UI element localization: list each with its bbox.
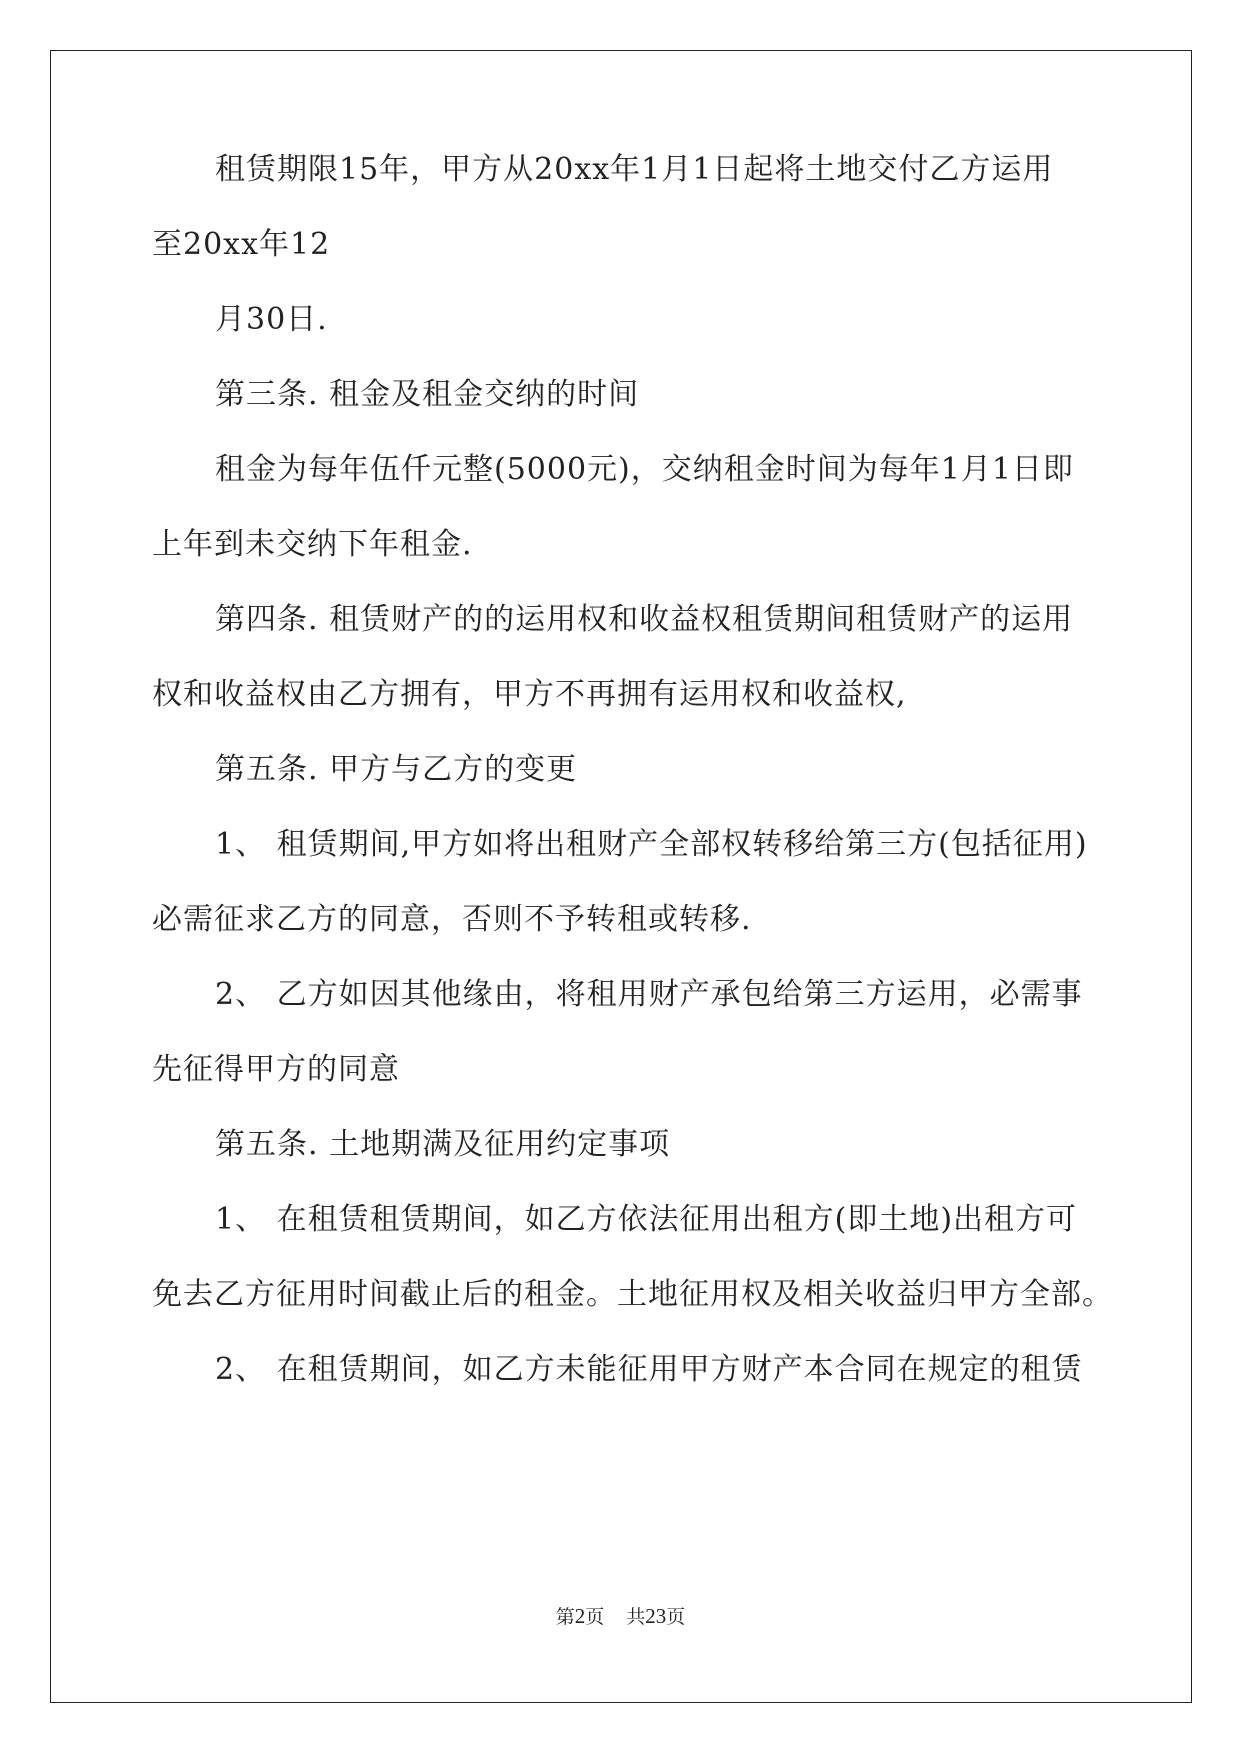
total-prefix: 共	[626, 1607, 646, 1628]
text-line: 免去乙方征用时间截止后的租金。土地征用权及相关收益归甲方全部。	[152, 1277, 1113, 1312]
text-line: 租赁期限15年，甲方从20xx年1月1日起将土地交付乙方运用	[215, 152, 1054, 187]
text-line: 至20xx年12	[152, 227, 331, 262]
section-heading: 第四条. 租赁财产的的运用权和收益权租赁期间租赁财产的运用	[215, 602, 1074, 637]
page-number: 2	[574, 1604, 586, 1628]
list-item: 2、 在租赁期间，如乙方未能征用甲方财产本合同在规定的租赁	[215, 1352, 1083, 1387]
list-item: 2、 乙方如因其他缘由，将租用财产承包给第三方运用，必需事	[215, 977, 1083, 1012]
list-item: 1、 租赁期间,甲方如将出租财产全部权转移给第三方(包括征用)	[215, 827, 1088, 862]
total-pages: 23	[645, 1604, 667, 1628]
text-line: 必需征求乙方的同意，否则不予转租或转移.	[152, 902, 752, 937]
text-line: 先征得甲方的同意	[152, 1052, 400, 1087]
section-heading: 第五条. 甲方与乙方的变更	[215, 752, 578, 787]
text-line: 上年到未交纳下年租金.	[152, 527, 473, 562]
section-heading: 第五条. 土地期满及征用约定事项	[215, 1127, 671, 1162]
total-suffix: 页	[666, 1607, 686, 1628]
page-prefix: 第	[555, 1607, 575, 1628]
text-line: 月30日.	[215, 302, 328, 337]
text-line: 权和收益权由乙方拥有，甲方不再拥有运用权和收益权,	[152, 677, 907, 712]
list-item: 1、 在租赁租赁期间，如乙方依法征用出租方(即土地)出租方可	[215, 1202, 1078, 1237]
page-border	[50, 50, 1192, 1703]
page-suffix: 页	[585, 1607, 605, 1628]
section-heading: 第三条. 租金及租金交纳的时间	[215, 377, 640, 412]
text-line: 租金为每年伍仟元整(5000元)，交纳租金时间为每年1月1日即	[215, 452, 1074, 487]
page-footer	[0, 1602, 1241, 1629]
